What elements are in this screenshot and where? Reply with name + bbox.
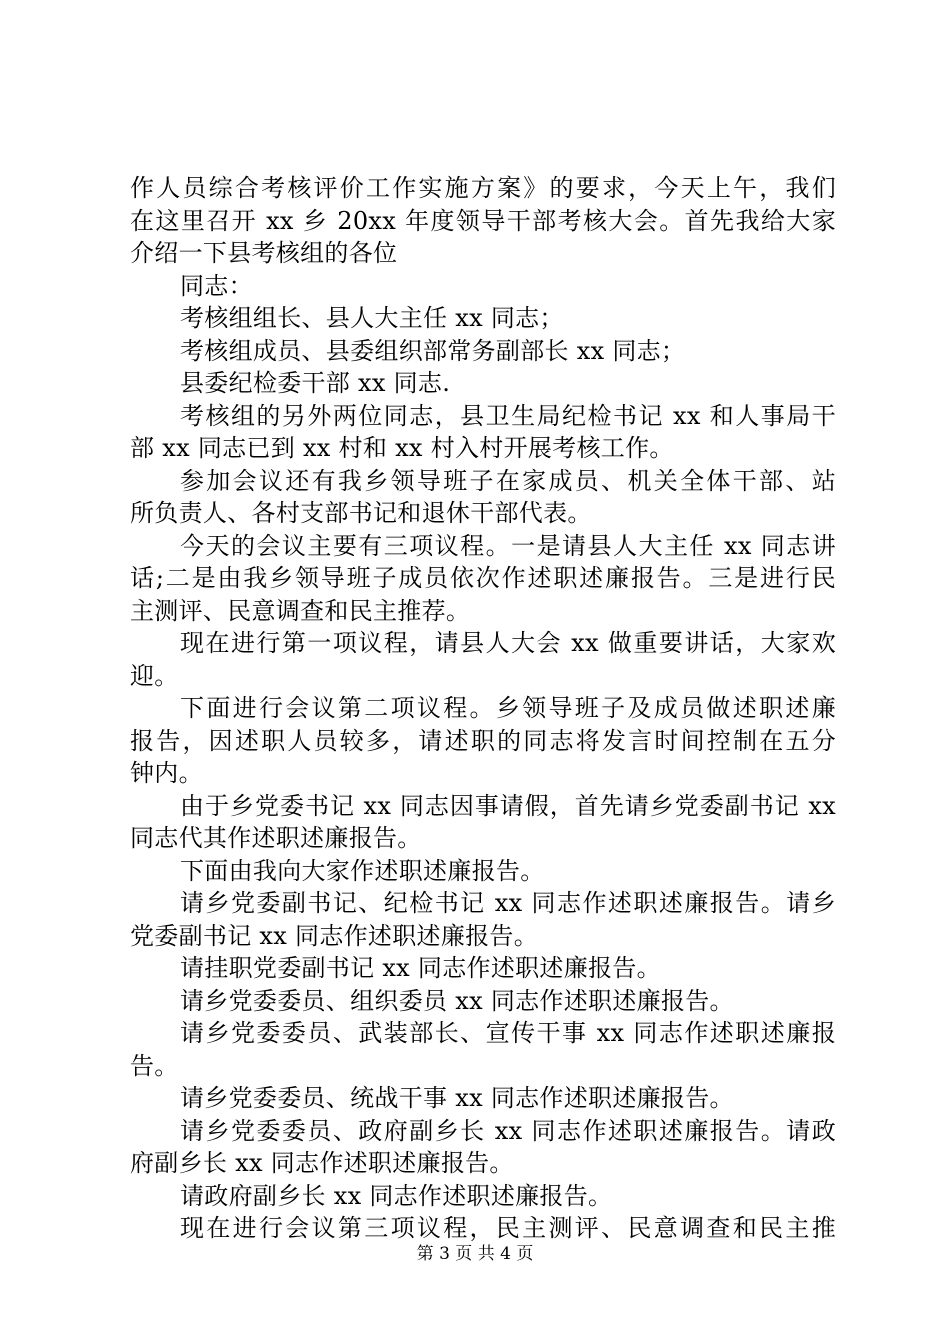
text-line: 同志代其作述职述廉报告。 bbox=[130, 824, 422, 852]
text-line: 主测评、民意调查和民主推荐。 bbox=[130, 596, 471, 625]
document-body bbox=[130, 172, 836, 1245]
text-line: 同志： bbox=[180, 271, 253, 300]
text-line: 告。 bbox=[130, 1051, 179, 1080]
text-line: 部 xx 同志已到 xx 村和 xx 村入村开展考核工作。 bbox=[130, 434, 674, 462]
text-line: 现在进行第一项议程，请县人大会 xx 做重要讲话，大家欢 bbox=[180, 629, 836, 657]
text-line: 请政府副乡长 xx 同志作述职述廉报告。 bbox=[180, 1181, 613, 1210]
text-line: 请乡党委副书记、纪检书记 xx 同志作述职述廉报告。请乡 bbox=[180, 889, 836, 917]
text-line: 今天的会议主要有三项议程。一是请县人大主任 xx 同志讲 bbox=[180, 531, 836, 560]
text-line: 现在进行会议第三项议程，民主测评、民意调查和民主推 bbox=[180, 1214, 836, 1242]
text-line: 话;二是由我乡领导班子成员依次作述职述廉报告。三是进行民 bbox=[130, 564, 836, 592]
text-line: 请挂职党委副书记 xx 同志作述职述廉报告。 bbox=[180, 954, 661, 982]
text-line: 县委纪检委干部 xx 同志. bbox=[180, 369, 451, 397]
text-line: 迎。 bbox=[130, 661, 179, 690]
text-line: 作人员综合考核评价工作实施方案》的要求，今天上午，我们 bbox=[130, 174, 836, 202]
text-line: 请乡党委委员、武装部长、宣传干事 xx 同志作述职述廉报 bbox=[180, 1019, 836, 1047]
text-line: 所负责人、各村支部书记和退休干部代表。 bbox=[130, 499, 592, 527]
text-line: 党委副书记 xx 同志作述职述廉报告。 bbox=[130, 921, 539, 950]
text-line: 由于乡党委书记 xx 同志因事请假，首先请乡党委副书记 xx bbox=[180, 791, 836, 820]
text-line: 报告，因述职人员较多，请述职的同志将发言时间控制在五分 bbox=[130, 726, 836, 755]
text-line: 请乡党委委员、统战干事 xx 同志作述职述廉报告。 bbox=[180, 1084, 734, 1112]
text-line: 考核组组长、县人大主任 xx 同志； bbox=[180, 304, 564, 332]
text-line: 考核组的另外两位同志，县卫生局纪检书记 xx 和人事局干 bbox=[180, 401, 836, 430]
text-line: 下面进行会议第二项议程。乡领导班子及成员做述职述廉 bbox=[180, 694, 836, 722]
page-number-label: 第 3 页 共 4 页 bbox=[416, 1244, 534, 1264]
page-footer bbox=[0, 1243, 950, 1265]
text-line: 介绍一下县考核组的各位 bbox=[130, 239, 398, 267]
text-line: 下面由我向大家作述职述廉报告。 bbox=[180, 856, 545, 885]
text-line: 府副乡长 xx 同志作述职述廉报告。 bbox=[130, 1149, 514, 1177]
text-line: 在这里召开 xx 乡 20xx 年度领导干部考核大会。首先我给大家 bbox=[130, 206, 836, 235]
text-line: 请乡党委委员、组织委员 xx 同志作述职述廉报告。 bbox=[180, 986, 734, 1015]
text-line: 参加会议还有我乡领导班子在家成员、机关全体干部、站 bbox=[180, 466, 836, 495]
text-line: 钟内。 bbox=[130, 759, 203, 787]
text-line: 请乡党委委员、政府副乡长 xx 同志作述职述廉报告。请政 bbox=[180, 1116, 836, 1145]
text-line: 考核组成员、县委组织部常务副部长 xx 同志； bbox=[180, 336, 686, 365]
